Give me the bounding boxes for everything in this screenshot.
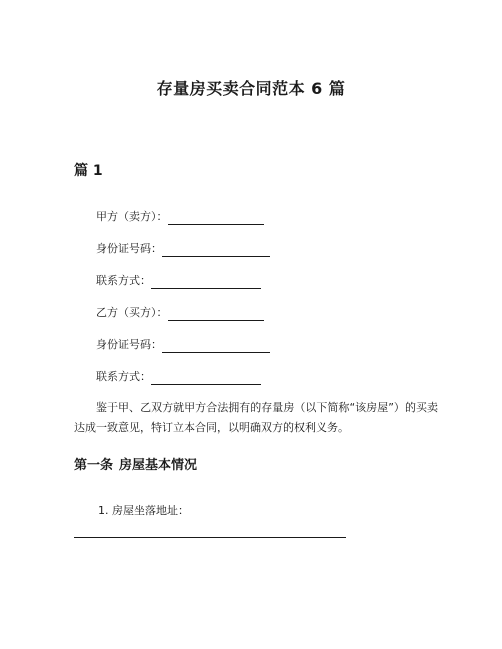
party-a-name-field [96, 209, 264, 225]
article-title: 房屋基本情况 [119, 458, 198, 473]
field-label: 身份证号码： [96, 338, 162, 351]
blank-line [151, 372, 261, 385]
blank-line [168, 308, 264, 321]
party-b-id-field [96, 337, 270, 353]
blank-line [168, 212, 264, 225]
party-b-name-field [96, 305, 264, 321]
document-title: 存量房买卖合同范本 6 篇 [156, 79, 346, 98]
field-label: 甲方（卖方）： [96, 210, 168, 223]
article-item: 1. 房屋坐落地址： [98, 504, 189, 517]
field-label: 身份证号码： [96, 242, 162, 255]
field-label: 联系方式： [96, 370, 151, 383]
party-b-contact-field [96, 369, 261, 385]
blank-line [162, 244, 270, 257]
blank-line [162, 340, 270, 353]
field-label: 乙方（买方）： [96, 306, 168, 319]
field-label: 联系方式： [96, 274, 151, 287]
article-number: 第一条 [74, 458, 114, 473]
preamble-paragraph: 鉴于甲、乙双方就甲方合法拥有的存量房（以下简称“该房屋”）的买卖达成一致意见，特订立本合同，以明确双方的权利义务。 [74, 401, 438, 434]
party-a-contact-field [96, 273, 261, 289]
section-heading: 篇 1 [74, 163, 103, 179]
address-blank-line [74, 537, 346, 538]
blank-line [151, 276, 261, 289]
party-a-id-field [96, 241, 270, 257]
